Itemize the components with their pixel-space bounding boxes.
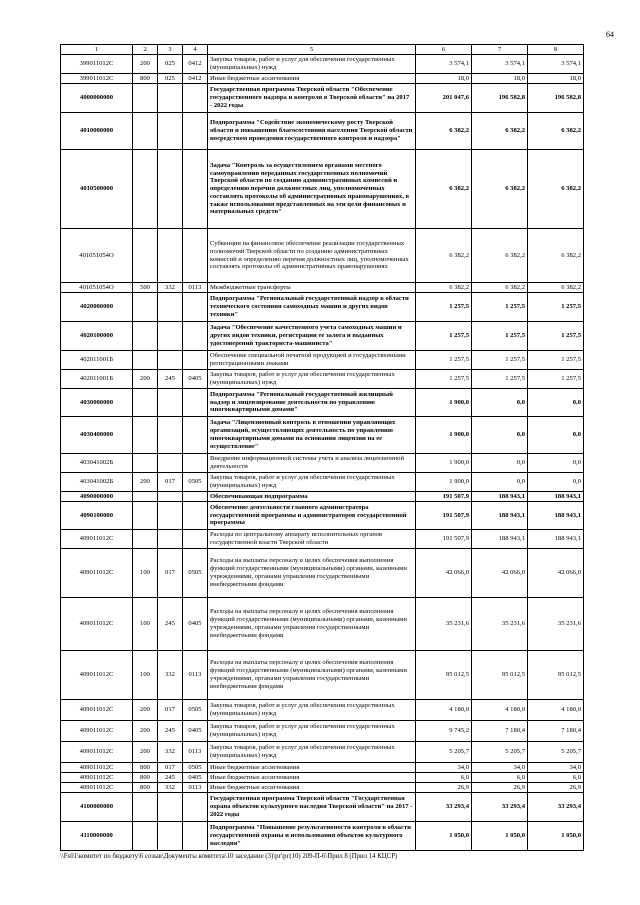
row-value-2019: 33 293,4 [528,793,584,822]
row-section [133,793,158,822]
column-header: 1 [61,45,133,55]
row-department: 025 [158,55,183,74]
row-code: 4020000000 [61,293,133,322]
row-value-2019: 196 582,8 [528,84,584,113]
row-value-2018: 5 205,7 [472,742,528,763]
row-code: 409011012С [61,530,133,549]
row-department: 017 [158,763,183,773]
row-section: 800 [133,763,158,773]
row-department: 245 [158,370,183,389]
row-subsection [183,492,208,502]
row-code: 409011012С [61,763,133,773]
row-value-2019: 6 382,2 [528,150,584,229]
row-value-2018: 34,0 [472,763,528,773]
row-code: 4000000000 [61,84,133,113]
row-section: 800 [133,783,158,793]
row-value-2019: 1 050,0 [528,822,584,851]
row-value-2018: 188 943,1 [472,530,528,549]
row-value-2017: 6 382,2 [416,150,472,229]
row-value-2017: 191 507,9 [416,492,472,502]
row-subsection [183,150,208,229]
row-code: 409011012С [61,783,133,793]
row-subsection: 0412 [183,74,208,84]
table-row [61,150,584,229]
row-section: 100 [133,598,158,651]
row-value-2017: 95 012,5 [416,651,472,700]
row-section [133,293,158,322]
table-row [61,322,584,351]
row-department: 245 [158,773,183,783]
row-value-2018: 6 382,2 [472,283,528,293]
table-row [61,530,584,549]
table-row [61,351,584,370]
row-subsection [183,84,208,113]
table-row [61,763,584,773]
row-section: 800 [133,74,158,84]
row-section: 500 [133,283,158,293]
row-value-2019: 0,0 [528,417,584,454]
row-code: 4020100000 [61,322,133,351]
row-value-2019: 35 231,6 [528,598,584,651]
row-value-2019: 95 012,5 [528,651,584,700]
row-name: Задача "Лицензионный контроль в отношении управляющих организаций, осуществляющих деятельность по управлению многоквартирными домами на основании лицензии на ее осуществление" [208,417,416,454]
row-value-2017: 1 050,0 [416,822,472,851]
table-row [61,651,584,700]
row-code: 409011012С [61,700,133,721]
budget-table [60,44,584,851]
row-value-2017: 26,9 [416,783,472,793]
row-value-2018: 0,0 [472,473,528,492]
row-code: 403041002Б [61,454,133,473]
table-row [61,598,584,651]
row-value-2017: 1 900,0 [416,417,472,454]
row-department [158,793,183,822]
row-subsection [183,822,208,851]
row-value-2019: 1 257,5 [528,322,584,351]
row-section [133,150,158,229]
row-subsection [183,454,208,473]
row-value-2017: 5 205,7 [416,742,472,763]
row-section: 200 [133,721,158,742]
table-row [61,700,584,721]
row-section: 800 [133,773,158,783]
row-value-2018: 188 943,1 [472,502,528,530]
row-name: Закупка товаров, работ и услуг для обеспечения государственных (муниципальных) нужд [208,742,416,763]
row-subsection [183,389,208,417]
row-subsection: 0405 [183,598,208,651]
row-section: 200 [133,370,158,389]
table-row [61,113,584,150]
row-section [133,502,158,530]
row-code: 409011012С [61,742,133,763]
table-row [61,721,584,742]
row-name: Иные бюджетные ассигнования [208,763,416,773]
header-row [61,45,584,55]
row-department [158,822,183,851]
row-name: Иные бюджетные ассигнования [208,783,416,793]
row-subsection: 0113 [183,283,208,293]
row-value-2019: 0,0 [528,389,584,417]
row-department [158,322,183,351]
row-name: Закупка товаров, работ и услуг для обеспечения государственных (муниципальных) нужд [208,370,416,389]
table-row [61,84,584,113]
row-subsection: 0505 [183,700,208,721]
row-department [158,229,183,283]
row-value-2019: 6 382,2 [528,113,584,150]
row-value-2018: 95 012,5 [472,651,528,700]
row-section: 100 [133,549,158,598]
row-code: 4010000000 [61,113,133,150]
row-value-2017: 1 900,0 [416,473,472,492]
row-value-2017: 201 047,6 [416,84,472,113]
row-section [133,492,158,502]
row-value-2017: 6 382,2 [416,229,472,283]
row-value-2018: 1 257,5 [472,351,528,370]
row-subsection [183,793,208,822]
row-value-2018: 6 382,2 [472,150,528,229]
row-department [158,492,183,502]
row-department [158,84,183,113]
row-department [158,454,183,473]
row-value-2017: 1 257,5 [416,322,472,351]
table-row [61,74,584,84]
column-header: 8 [528,45,584,55]
row-name: Обеспечение деятельности главного администратора государственной программы и администраторов государственной программы [208,502,416,530]
row-value-2019: 0,0 [528,454,584,473]
row-value-2018: 35 231,6 [472,598,528,651]
row-value-2017: 33 293,4 [416,793,472,822]
row-value-2018: 33 293,4 [472,793,528,822]
row-name: Закупка товаров, работ и услуг для обеспечения государственных (муниципальных) нужд [208,700,416,721]
column-header: 6 [416,45,472,55]
row-value-2019: 42 066,0 [528,549,584,598]
row-value-2019: 0,0 [528,473,584,492]
table-row [61,417,584,454]
row-name: Иные бюджетные ассигнования [208,773,416,783]
table-row [61,793,584,822]
row-subsection: 0113 [183,651,208,700]
row-department: 025 [158,74,183,84]
row-code: 401051054О [61,229,133,283]
row-value-2018: 188 943,1 [472,492,528,502]
row-department [158,113,183,150]
row-value-2017: 1 900,0 [416,389,472,417]
row-value-2018: 0,0 [472,389,528,417]
row-value-2019: 188 943,1 [528,530,584,549]
row-subsection: 0505 [183,763,208,773]
row-code: 403041002Б [61,473,133,492]
row-name: Закупка товаров, работ и услуг для обеспечения государственных (муниципальных) нужд [208,473,416,492]
row-name: Подпрограмма "Содействие экономическому росту Тверской области и повышению благосостояния населения Тверской области посредством проведения государственного контроля и надзора" [208,113,416,150]
table-row [61,293,584,322]
table-row [61,773,584,783]
table-row [61,229,584,283]
row-name: Обеспечивающая подпрограмма [208,492,416,502]
row-code: 4100000000 [61,793,133,822]
row-department [158,502,183,530]
row-subsection [183,530,208,549]
row-value-2018: 1 257,5 [472,322,528,351]
row-code: 409011012С [61,598,133,651]
row-value-2019: 7 180,4 [528,721,584,742]
row-value-2017: 42 066,0 [416,549,472,598]
row-name: Подпрограмма "Региональный государственный жилищный надзор и лицензирование деятельности по управлению многоквартирными домами" [208,389,416,417]
row-subsection: 0405 [183,370,208,389]
row-section: 200 [133,473,158,492]
row-value-2018: 4 180,0 [472,700,528,721]
row-name: Расходы на выплаты персоналу в целях обеспечения выполнения функций государственными (муниципальными) органами, казенными учреждениями, органами управления государственными внебюджетными фондами [208,549,416,598]
row-section [133,322,158,351]
row-department: 017 [158,473,183,492]
row-department [158,530,183,549]
row-name: Расходы на выплаты персоналу в целях обеспечения выполнения функций государственными (муниципальными) органами, казенными учреждениями, органами управления государственными внебюджетными фондами [208,651,416,700]
row-value-2017: 191 507,9 [416,502,472,530]
column-header: 7 [472,45,528,55]
row-value-2018: 1 050,0 [472,822,528,851]
table-row [61,822,584,851]
row-section [133,530,158,549]
row-subsection [183,113,208,150]
row-section [133,389,158,417]
row-section: 200 [133,700,158,721]
row-department: 017 [158,549,183,598]
row-value-2018: 1 257,5 [472,370,528,389]
row-value-2019: 1 257,5 [528,293,584,322]
column-header: 4 [183,45,208,55]
row-department: 245 [158,721,183,742]
row-name: Расходы по центральному аппарату исполнительных органов государственной власти Тверской области [208,530,416,549]
row-value-2017: 18,0 [416,74,472,84]
row-department: 017 [158,700,183,721]
row-code: 409011012С [61,549,133,598]
row-department: 332 [158,742,183,763]
row-subsection: 0505 [183,549,208,598]
row-name: Подпрограмма "Повышение результативности контроля в области государственной охраны и использования объектов культурного наследия" [208,822,416,851]
row-value-2019: 18,0 [528,74,584,84]
row-subsection [183,351,208,370]
footer-path: \\Fs01\комитет по бюджету\6 созыв\Документы комитета\10 заседание (3)\рг\рг(10) 209-П-6\Прил 8 (Прил 14 КЦСР) [60,853,398,860]
row-code: 399011012С [61,74,133,84]
row-value-2017: 1 257,5 [416,351,472,370]
row-name: Закупка товаров, работ и услуг для обеспечения государственных (муниципальных) нужд [208,55,416,74]
row-value-2019: 188 943,1 [528,492,584,502]
row-value-2018: 42 066,0 [472,549,528,598]
table-row [61,473,584,492]
row-value-2017: 34,0 [416,763,472,773]
row-code: 402011001Б [61,370,133,389]
table-row [61,283,584,293]
row-subsection: 0113 [183,742,208,763]
row-code: 409011012С [61,721,133,742]
row-value-2019: 4 180,0 [528,700,584,721]
row-value-2019: 6 382,2 [528,283,584,293]
row-value-2017: 6 382,2 [416,113,472,150]
row-subsection [183,417,208,454]
row-name: Субвенции на финансовое обеспечение реализации государственных полномочий Тверской области по созданию административных комиссий и определению перечня должностных лиц, уполномоченных составлять протоколы об административных правонарушениях [208,229,416,283]
table-row [61,742,584,763]
row-subsection [183,293,208,322]
row-value-2019: 26,9 [528,783,584,793]
table-row [61,454,584,473]
row-value-2018: 18,0 [472,74,528,84]
row-value-2017: 4 180,0 [416,700,472,721]
row-code: 409011012С [61,651,133,700]
row-name: Расходы на выплаты персоналу в целях обеспечения выполнения функций государственными (муниципальными) органами, казенными учреждениями, органами управления государственными внебюджетными фондами [208,598,416,651]
row-department: 245 [158,598,183,651]
row-name: Иные бюджетные ассигнования [208,74,416,84]
row-value-2019: 34,0 [528,763,584,773]
row-name: Государственная программа Тверской области "Государственная охрана объектов культурного наследия Тверской области" на 2017 - 2022 годы [208,793,416,822]
row-subsection [183,502,208,530]
row-value-2019: 188 943,1 [528,502,584,530]
row-subsection: 0113 [183,783,208,793]
row-department: 332 [158,783,183,793]
row-value-2019: 5 205,7 [528,742,584,763]
row-code: 4030400000 [61,417,133,454]
row-department [158,351,183,370]
row-value-2017: 1 257,5 [416,293,472,322]
row-department: 332 [158,651,183,700]
table-row [61,502,584,530]
row-subsection: 0405 [183,721,208,742]
row-section [133,229,158,283]
column-header: 5 [208,45,416,55]
row-subsection: 0505 [183,473,208,492]
row-value-2017: 1 900,0 [416,454,472,473]
row-section [133,822,158,851]
row-name: Подпрограмма "Региональный государственный надзор в области технического состояния самоходных машин и других видов техники" [208,293,416,322]
row-department [158,150,183,229]
row-subsection: 0412 [183,55,208,74]
table-row [61,370,584,389]
row-value-2017: 9 745,2 [416,721,472,742]
row-section [133,84,158,113]
row-department: 332 [158,283,183,293]
row-name: Внедрение информационной системы учета и анализа лицензионной деятельности [208,454,416,473]
row-value-2018: 3 574,1 [472,55,528,74]
row-name: Закупка товаров, работ и услуг для обеспечения государственных (муниципальных) нужд [208,721,416,742]
row-subsection: 0405 [183,773,208,783]
row-value-2018: 0,0 [472,454,528,473]
row-value-2018: 6 382,2 [472,113,528,150]
row-value-2019: 6 382,2 [528,229,584,283]
row-value-2017: 191 507,9 [416,530,472,549]
row-value-2017: 1 257,5 [416,370,472,389]
table-row [61,783,584,793]
row-department [158,417,183,454]
row-name: Задача "Обеспечение качественного учета самоходных машин и других видов техники, регистрации ее залога и выданных удостоверений тракториста-машиниста" [208,322,416,351]
row-code: 402011001Б [61,351,133,370]
row-value-2019: 1 257,5 [528,370,584,389]
row-name: Обеспечение специальной печатной продукцией и государственными регистрационными знаками [208,351,416,370]
row-department [158,389,183,417]
row-name: Государственная программа Тверской области "Обеспечение государственного надзора и контроля в Тверской области" на 2017 - 2022 годы [208,84,416,113]
row-section [133,351,158,370]
row-value-2017: 35 231,6 [416,598,472,651]
row-value-2019: 6,0 [528,773,584,783]
table-row [61,549,584,598]
row-value-2018: 1 257,5 [472,293,528,322]
row-value-2018: 6 382,2 [472,229,528,283]
table-row [61,55,584,74]
row-value-2018: 6,0 [472,773,528,783]
page-number: 64 [606,30,614,39]
row-code: 399011012С [61,55,133,74]
row-code: 4090000000 [61,492,133,502]
table-row [61,389,584,417]
row-section: 200 [133,742,158,763]
row-value-2019: 3 574,1 [528,55,584,74]
row-value-2018: 196 582,8 [472,84,528,113]
row-name: Межбюджетные трансферты [208,283,416,293]
row-value-2017: 3 574,1 [416,55,472,74]
row-value-2018: 26,9 [472,783,528,793]
row-value-2018: 0,0 [472,417,528,454]
row-section: 200 [133,55,158,74]
row-value-2017: 6 382,2 [416,283,472,293]
row-section [133,454,158,473]
row-code: 409011012С [61,773,133,783]
row-code: 4030000000 [61,389,133,417]
row-section [133,113,158,150]
row-value-2019: 1 257,5 [528,351,584,370]
row-code: 4110000000 [61,822,133,851]
column-header: 2 [133,45,158,55]
row-value-2017: 6,0 [416,773,472,783]
row-name: Задача "Контроль за осуществлением органами местного самоуправления переданных государственных полномочий Тверской области по созданию административных комиссий и определению перечня должностных лиц, уполномоченных составлять протоколы об административных правонарушениях, в также использования представленных на эти цели финансовых и материальных средств" [208,150,416,229]
row-code: 4010500000 [61,150,133,229]
row-section: 100 [133,651,158,700]
column-header: 3 [158,45,183,55]
row-section [133,417,158,454]
row-subsection [183,322,208,351]
row-subsection [183,229,208,283]
row-code: 4090100000 [61,502,133,530]
row-value-2018: 7 180,4 [472,721,528,742]
row-department [158,293,183,322]
row-code: 401051054О [61,283,133,293]
table-row [61,492,584,502]
